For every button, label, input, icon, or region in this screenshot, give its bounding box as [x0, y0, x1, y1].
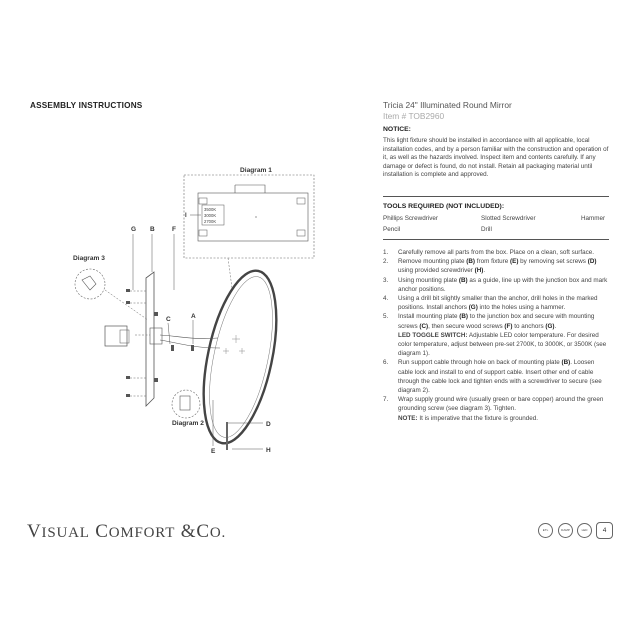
- list-item: 2. Remove mounting plate (B) from fixture (E) by removing set screws (D) using provided screwdriver (H).: [383, 258, 597, 275]
- tool-item: Phillips Screwdriver: [383, 215, 438, 222]
- item-number: Item # TOB2960: [383, 111, 445, 121]
- divider: [383, 196, 609, 197]
- diagram3-frame: [75, 269, 105, 299]
- tool-item: Hammer: [581, 215, 606, 222]
- switch-option: 2700K: [204, 219, 217, 224]
- screwdriver-icon: [226, 422, 228, 450]
- assembly-diagram: [60, 160, 360, 460]
- notice-heading: NOTICE:: [383, 126, 411, 133]
- part-label-f: F: [172, 226, 176, 233]
- list-item: 4. Using a drill bit slightly smaller than the anchor, drill holes in the marked positions. Install anchors (G) into the holes using a hammer.: [383, 295, 598, 312]
- part-label-c: C: [166, 316, 171, 323]
- tool-item: Slotted Screwdriver: [481, 215, 536, 222]
- list-item: 1. Carefully remove all parts from the box. Place on a clean, soft surface.: [383, 249, 594, 256]
- brand-logo: VISUAL COMFORT &CO.: [27, 521, 226, 542]
- tools-heading: TOOLS REQUIRED (NOT INCLUDED):: [383, 203, 505, 210]
- notice-text: This light fixture should be installed in accordance with all applicable, local installation codes, and by a person familiar with the construction and operation of it, as well as the hazards involved. Inspect item and contents carefully. If any damage or defect is found, do not install. Retain all packaging material until installation is complete and approved.: [383, 137, 609, 179]
- section-title: ASSEMBLY INSTRUCTIONS: [30, 101, 143, 110]
- part-label-e: E: [211, 448, 216, 455]
- part-label-b: B: [150, 226, 155, 233]
- switch-option: 3000K: [204, 213, 217, 218]
- part-label-a: A: [191, 313, 196, 320]
- page-number: 4: [596, 522, 613, 539]
- mounting-plate: [150, 328, 162, 344]
- tool-item: Pencil: [383, 226, 401, 233]
- diagram2-label: Diagram 2: [172, 420, 204, 427]
- list-item: 7. Wrap supply ground wire (usually green or bare copper) around the green grounding screw (see diagram 3). Tighten.: [383, 396, 604, 413]
- led-toggle-note: LED TOGGLE SWITCH: Adjustable LED color temperature. For desired color temperature, adjust between pre-set 2700K, to 3000K, or 3500K (see diagram 1).: [398, 331, 607, 358]
- tool-item: Drill: [481, 226, 492, 233]
- svg-text:I: I: [185, 213, 187, 219]
- part-label-d: D: [266, 421, 271, 428]
- product-title: Tricia 24" Illuminated Round Mirror: [383, 100, 512, 110]
- mirror-outline: [190, 264, 289, 449]
- damp-icon: DAMP: [558, 523, 573, 538]
- diagram2-frame: [172, 390, 200, 418]
- part-label-h: H: [266, 447, 271, 454]
- switch-option: 3500K: [204, 207, 217, 212]
- list-item: 6. Run support cable through hole on back of mounting plate (B). Loosen cable lock and install to end of support cable. Insert other end of cable through the cable lock and tighten ends with a screwdriver to secure (see diagram 2).: [383, 359, 602, 395]
- led-icon: LED: [577, 523, 592, 538]
- steps-list: [383, 248, 611, 423]
- grounding-note: NOTE: It is imperative that the fixture is grounded.: [398, 414, 538, 422]
- list-item: 3. Using mounting plate (B) as a guide, line up with the junction box and mark anchor positions.: [383, 276, 608, 293]
- diagram3-label: Diagram 3: [73, 255, 105, 262]
- part-label-g: G: [131, 226, 137, 233]
- etl-icon: ETL: [538, 523, 553, 538]
- divider: [383, 239, 609, 240]
- list-item: 5. Install mounting plate (B) to the junction box and secure with mounting screws (C), then secure wood screws (F) to anchors (G).: [383, 313, 595, 330]
- diagram1-label: Diagram 1: [240, 167, 272, 174]
